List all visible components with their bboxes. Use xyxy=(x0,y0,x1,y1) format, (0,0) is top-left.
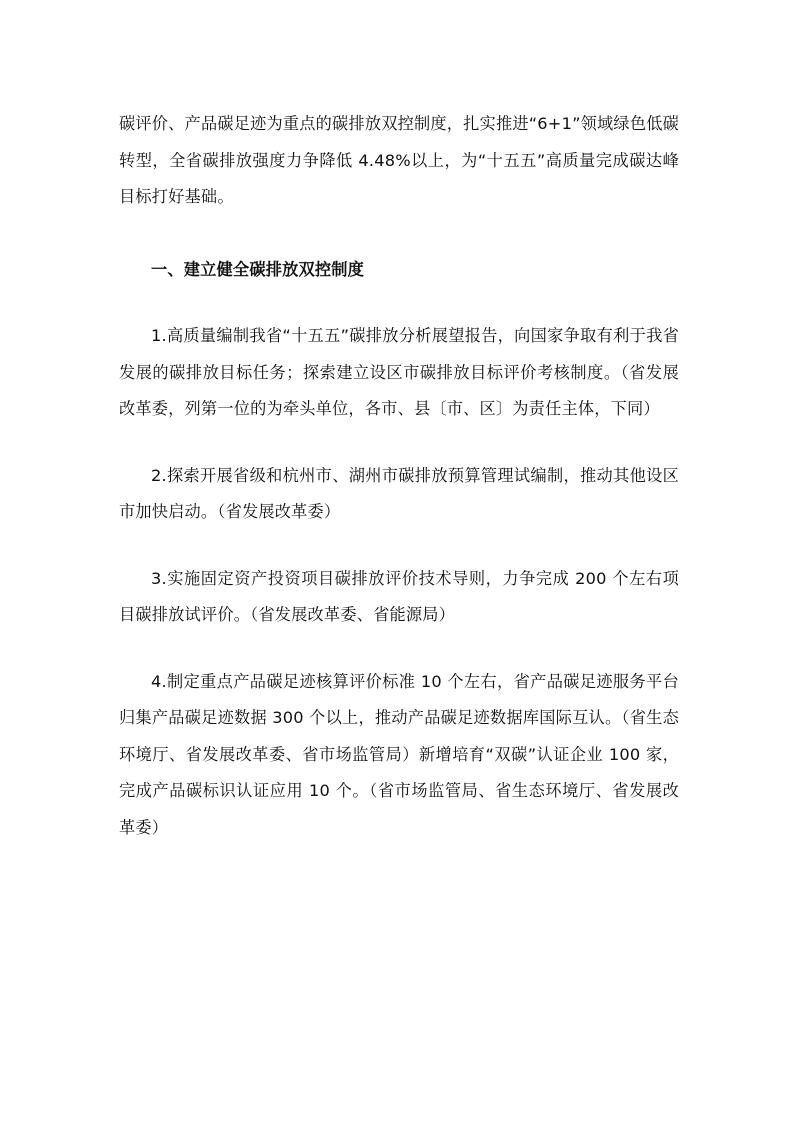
item-paragraph-4: 4.制定重点产品碳足迹核算评价标准 10 个左右，省产品碳足迹服务平台归集产品碳足迹数据 300 个以上，推动产品碳足迹数据库国际互认。（省生态环境厅、省发展改革委、省市场监管局）新增培育“双碳”认证企业 100 家，完成产品碳标识认证应用 10 个。（省市场监管局、省生态环境厅、省发展改革委） xyxy=(119,671,679,837)
section-heading: 一、建立健全碳排放双控制度 xyxy=(151,259,365,279)
item-paragraph-2: 2.探索开展省级和杭州市、湖州市碳排放预算管理试编制，推动其他设区市加快启动。（省发展改革委） xyxy=(119,465,679,521)
item-paragraph-1: 1.高质量编制我省“十五五”碳排放分析展望报告，向国家争取有利于我省发展的碳排放目标任务；探索建立设区市碳排放目标评价考核制度。（省发展改革委，列第一位的为牵头单位，各市、县〔市、区〕为责任主体，下同） xyxy=(119,326,679,418)
item-paragraph-3: 3.实施固定资产投资项目碳排放评价技术导则，力争完成 200 个左右项目碳排放试评价。（省发展改革委、省能源局） xyxy=(119,568,679,624)
document-body xyxy=(119,106,679,846)
intro-paragraph: 碳评价、产品碳足迹为重点的碳排放双控制度，扎实推进“6+1”领域绿色低碳转型，全省碳排放强度力争降低 4.48%以上，为“十五五”高质量完成碳达峰目标打好基础。 xyxy=(119,114,679,206)
